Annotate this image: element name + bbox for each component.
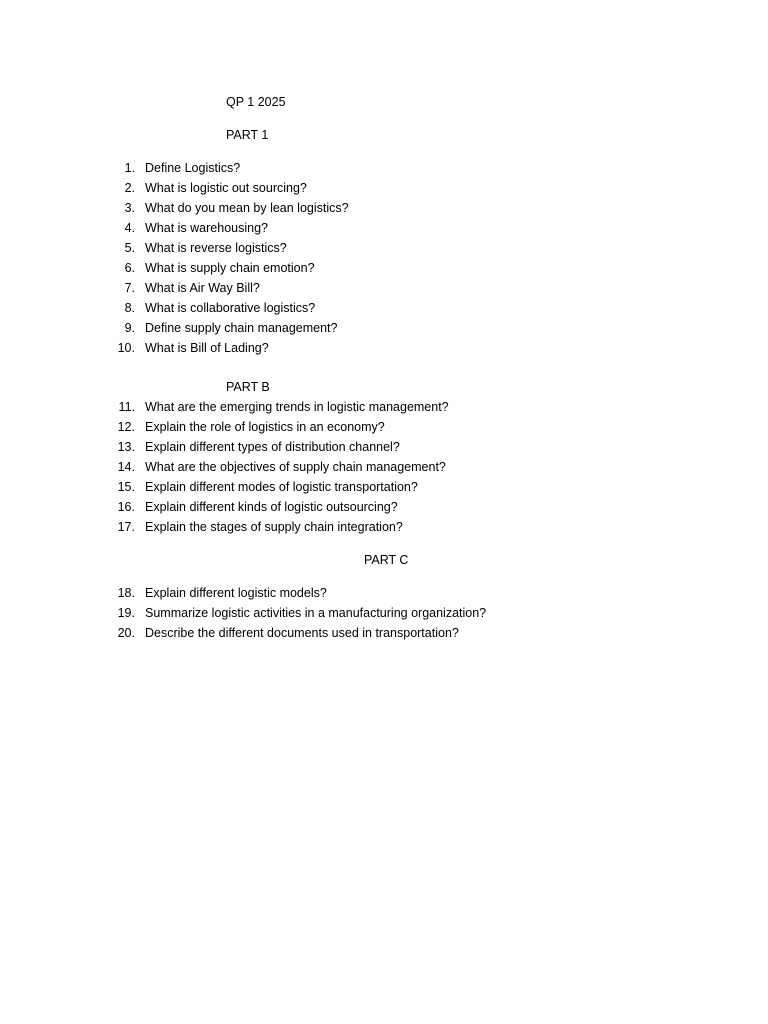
question-text: Explain the role of logistics in an economy? — [145, 420, 385, 434]
question-list-part-1 — [110, 160, 349, 360]
section-heading-part-c: PART C — [364, 553, 409, 567]
list-item — [110, 240, 349, 260]
question-number: 18. — [117, 586, 135, 600]
list-item — [110, 479, 449, 499]
section-heading-part-b: PART B — [226, 380, 270, 394]
question-number: 3. — [124, 201, 135, 215]
list-item — [110, 180, 349, 200]
question-number: 12. — [117, 420, 135, 434]
question-text: Define Logistics? — [145, 161, 241, 175]
page-title: QP 1 2025 — [226, 95, 286, 109]
list-item — [110, 605, 486, 625]
question-text: Explain different modes of logistic transportation? — [145, 480, 418, 494]
question-number: 14. — [117, 460, 135, 474]
question-number: 4. — [124, 221, 135, 235]
question-text: Explain different logistic models? — [145, 586, 327, 600]
list-item — [110, 419, 449, 439]
question-number: 15. — [117, 480, 135, 494]
list-item — [110, 439, 449, 459]
question-text: Explain different types of distribution channel? — [145, 440, 400, 454]
list-item — [110, 399, 449, 419]
question-text: What is warehousing? — [145, 221, 268, 235]
question-text: What are the objectives of supply chain management? — [145, 460, 446, 474]
question-number: 8. — [124, 301, 135, 315]
list-item — [110, 260, 349, 280]
question-text: Define supply chain management? — [145, 321, 338, 335]
question-number: 13. — [117, 440, 135, 454]
question-text: What do you mean by lean logistics? — [145, 201, 349, 215]
question-text: What is Air Way Bill? — [145, 281, 260, 295]
list-item — [110, 200, 349, 220]
question-text: Describe the different documents used in transportation? — [145, 626, 459, 640]
list-item — [110, 459, 449, 479]
question-number: 5. — [124, 241, 135, 255]
question-text: What is collaborative logistics? — [145, 301, 316, 315]
question-text: What is Bill of Lading? — [145, 341, 269, 355]
list-item — [110, 320, 349, 340]
list-item — [110, 280, 349, 300]
question-number: 20. — [117, 626, 135, 640]
question-number: 16. — [117, 500, 135, 514]
question-text: What are the emerging trends in logistic management? — [145, 400, 449, 414]
list-item — [110, 300, 349, 320]
question-number: 1. — [124, 161, 135, 175]
question-number: 7. — [124, 281, 135, 295]
list-item — [110, 585, 486, 605]
question-text: Explain the stages of supply chain integration? — [145, 520, 403, 534]
list-item — [110, 625, 486, 645]
list-item — [110, 519, 449, 539]
question-text: What is reverse logistics? — [145, 241, 287, 255]
list-item — [110, 220, 349, 240]
list-item — [110, 499, 449, 519]
question-number: 17. — [117, 520, 135, 534]
question-number: 2. — [124, 181, 135, 195]
question-number: 10. — [117, 341, 135, 355]
list-item — [110, 340, 349, 360]
question-text: Explain different kinds of logistic outsourcing? — [145, 500, 398, 514]
question-list-part-c — [110, 585, 486, 645]
list-item — [110, 160, 349, 180]
question-text: What is logistic out sourcing? — [145, 181, 307, 195]
question-text: Summarize logistic activities in a manufacturing organization? — [145, 606, 487, 620]
question-text: What is supply chain emotion? — [145, 261, 315, 275]
section-heading-part-1: PART 1 — [226, 128, 269, 142]
question-number: 19. — [117, 606, 135, 620]
question-number: 11. — [118, 400, 135, 414]
question-number: 6. — [124, 261, 135, 275]
question-list-part-b — [110, 399, 449, 539]
question-number: 9. — [124, 321, 135, 335]
